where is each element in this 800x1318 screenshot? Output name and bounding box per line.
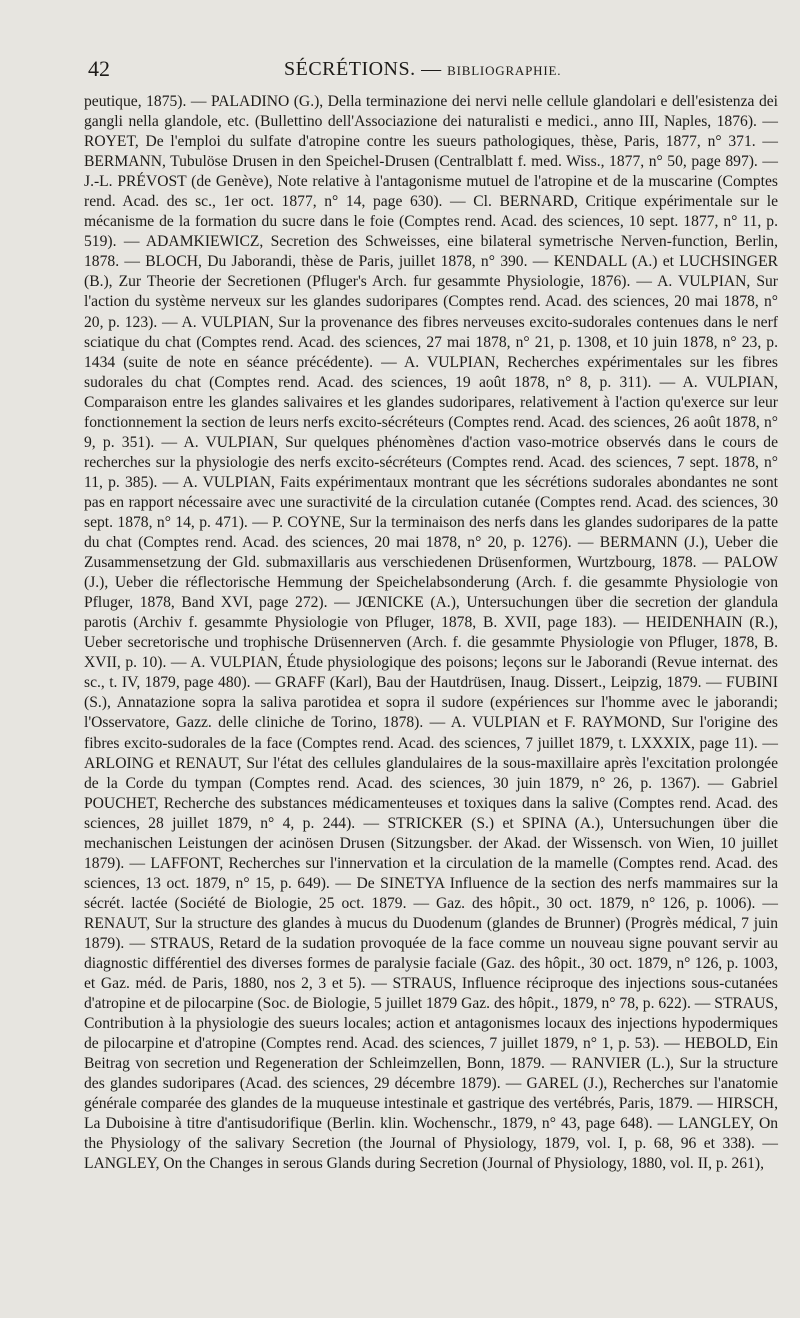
running-title <box>284 58 561 81</box>
bibliography-body <box>84 92 778 1175</box>
title-dash: — <box>415 58 448 80</box>
bibliography-paragraph: peutique, 1875). — PALADINO (G.), Della terminazione dei nervi nelle cellule glandolari e dell'esistenza dei gangli nella glandole, etc. (Bullettino dell'Associazione dei naturalisti e medici., anno III, Naples, 1876). — ROYET, De l'emploi du sulfate d'atropine contre les sueurs pathologiques, thèse, Paris, 1877, n° 371. — BERMANN, Tubulöse Drusen in den Speichel-Drusen (Centralblatt f. med. Wiss., 1877, n° 50, page 897). — J.-L. PRÉVOST (de Genève), Note relative à l'antagonisme mutuel de l'atropine et de la muscarine (Comptes rend. Acad. des sc., 1er oct. 1877, n° 14, page 630). — Cl. BERNARD, Critique expérimentale sur le mécanisme de la formation du sucre dans le foie (Comptes rend. Acad. des sciences, 10 sept. 1877, n° 11, p. 519). — ADAMKIEWICZ, Secretion des Schweisses, eine bilateral symetrische Nerven-function, Berlin, 1878. — BLOCH, Du Jaborandi, thèse de Paris, juillet 1878, n° 390. — KENDALL (A.) et LUCHSINGER (B.), Zur Theorie der Secretionen (Pfluger's Arch. fur gesammte Physiologie, 1876). — A. VULPIAN, Sur l'action du système nerveux sur les glandes sudoripares (Comptes rend. Acad. des sciences, 20 mai 1878, n° 20, p. 123). — A. VULPIAN, Sur la provenance des fibres nerveuses excito-sudorales contenues dans le nerf sciatique du chat (Comptes rend. Acad. des sciences, 27 mai 1878, n° 21, p. 1308, et 10 juin 1878, n° 23, p. 1434 (suite de note en séance précédente). — A. VULPIAN, Recherches expérimentales sur les fibres sudorales du chat (Comptes rend. Acad. des sciences, 19 août 1878, n° 8, p. 311). — A. VULPIAN, Comparaison entre les glandes salivaires et les glandes sudoripares, relativement à l'action qu'exerce sur leur fonctionnement la section de leurs nerfs excito-sécréteurs (Comptes rend. Acad. des sciences, 26 août 1878, n° 9, p. 351). — A. VULPIAN, Sur quelques phénomènes d'action vaso-motrice observés dans le cours de recherches sur la physiologie des nerfs excito-sécréteurs (Comptes rend. Acad. des sciences, 7 sept. 1878, n° 11, p. 385). — A. VULPIAN, Faits expérimentaux montrant que les sécrétions sudorales abondantes ne sont pas en rapport nécessaire avec une suractivité de la circulation cutanée (Comptes rend. Acad. des sciences, 30 sept. 1878, n° 14, p. 471). — P. COYNE, Sur la terminaison des nerfs dans les glandes sudoripares de la patte du chat (Comptes rend. Acad. des sciences, 20 mai 1878, n° 20, p. 1276). — BERMANN (J.), Ueber die Zusammensetzung der Gld. submaxillaris aus verschiedenen Drüsenformen, Wurtzbourg, 1878. — PALOW (J.), Ueber die réflectorische Hemmung der Speichelabsonderung (Arch. f. die gesammte Physiologie von Pfluger, 1878, Band XVI, page 272). — JŒNICKE (A.), Untersuchungen über die secretion der glandula parotis (Archiv f. gesammte Physiologie von Pfluger, 1878, B. XVII, page 183). — HEIDENHAIN (R.), Ueber secretorische und trophische Drüsennerven (Arch. f. die gesammte Physiologie von Pfluger, 1878, B. XVII, p. 10). — A. VULPIAN, Étude physiologique des poisons; leçons sur le Jaborandi (Revue internat. des sc., t. IV, 1879, page 480). — GRAFF (Karl), Bau der Hautdrüsen, Inaug. Dissert., Leipzig, 1879. — FUBINI (S.), Annatazione sopra la saliva parotidea et sopra il sudore (expériences sur l'homme avec le jaborandi; l'Osservatore, Gazz. delle cliniche de Torino, 1878). — A. VULPIAN et F. RAYMOND, Sur l'origine des fibres excito-sudorales de la face (Comptes rend. Acad. des sciences, 7 juillet 1879, t. LXXXIX, page 11). — ARLOING et RENAUT, Sur l'état des cellules glandulaires de la sous-maxillaire après l'excitation prolongée de la Corde du tympan (Comptes rend. Acad. des sciences, 30 juin 1879, n° 26, p. 1367). — Gabriel POUCHET, Recherche des substances médicamenteuses et toxiques dans la salive (Comptes rend. Acad. des sciences, 28 juillet 1879, n° 4, p. 244). — STRICKER (S.) et SPINA (A.), Untersuchungen über die mechanischen Leistungen der acinösen Drusen (Sitzungsber. der Akad. der Wissensch. von Wien, 10 juillet 1879). — LAFFONT, Recherches sur l'innervation et la circulation de la mamelle (Comptes rend. Acad. des sciences, 13 oct. 1879, n° 15, p. 649). — De SINETYA Influence de la section des nerfs mammaires sur la sécrét. lactée (Société de Biologie, 25 oct. 1879. — Gaz. des hôpit., 30 oct. 1879, n° 126, p. 1006). — RENAUT, Sur la structure des glandes à mucus du Duodenum (glandes de Brunner) (Progrès médical, 7 juin 1879). — STRAUS, Retard de la sudation provoquée de la face comme un nouveau signe pouvant servir au diagnostic différentiel des diverses formes de paralysie faciale (Gaz. des hôpit., 30 oct. 1879, n° 126, p. 1003, et Gaz. méd. de Paris, 1880, nos 2, 3 et 5). — STRAUS, Influence réciproque des injections sous-cutanées d'atropine et de pilocarpine (Soc. de Biologie, 5 juillet 1879 Gaz. des hôpit., 1879, n° 78, p. 622). — STRAUS, Contribution à la physiologie des sueurs locales; action et antagonismes locaux des injections hypodermiques de pilocarpine et d'atropine (Comptes rend. Acad. des sciences, 7 juillet 1879, n° 1, p. 53). — HEBOLD, Ein Beitrag von secretion und Regeneration der Schleimzellen, Bonn, 1879. — RANVIER (L.), Sur la structure des glandes sudoripares (Acad. des sciences, 29 décembre 1879). — GAREL (J.), Recherches sur l'anatomie générale comparée des glandes de la muqueuse intestinale et gastrique des vertébrés, Paris, 1879. — HIRSCH, La Duboisine à titre d'antisudorifique (Berlin. klin. Wochenschr., 1879, n° 43, page 648). — LANGLEY, On the Physiology of the salivary Secretion (the Journal of Physiology, 1879, vol. I, p. 68, 96 et 338). — LANGLEY, On the Changes in serous Glands during Secretion (Journal of Physiology, 1880, vol. II, p. 261), <box>84 93 778 1173</box>
title-subtitle: BIBLIOGRAPHIE. <box>447 63 562 78</box>
page-header <box>88 56 758 90</box>
page-number: 42 <box>88 56 110 81</box>
title-text: SÉCRÉTIONS. <box>284 58 416 80</box>
